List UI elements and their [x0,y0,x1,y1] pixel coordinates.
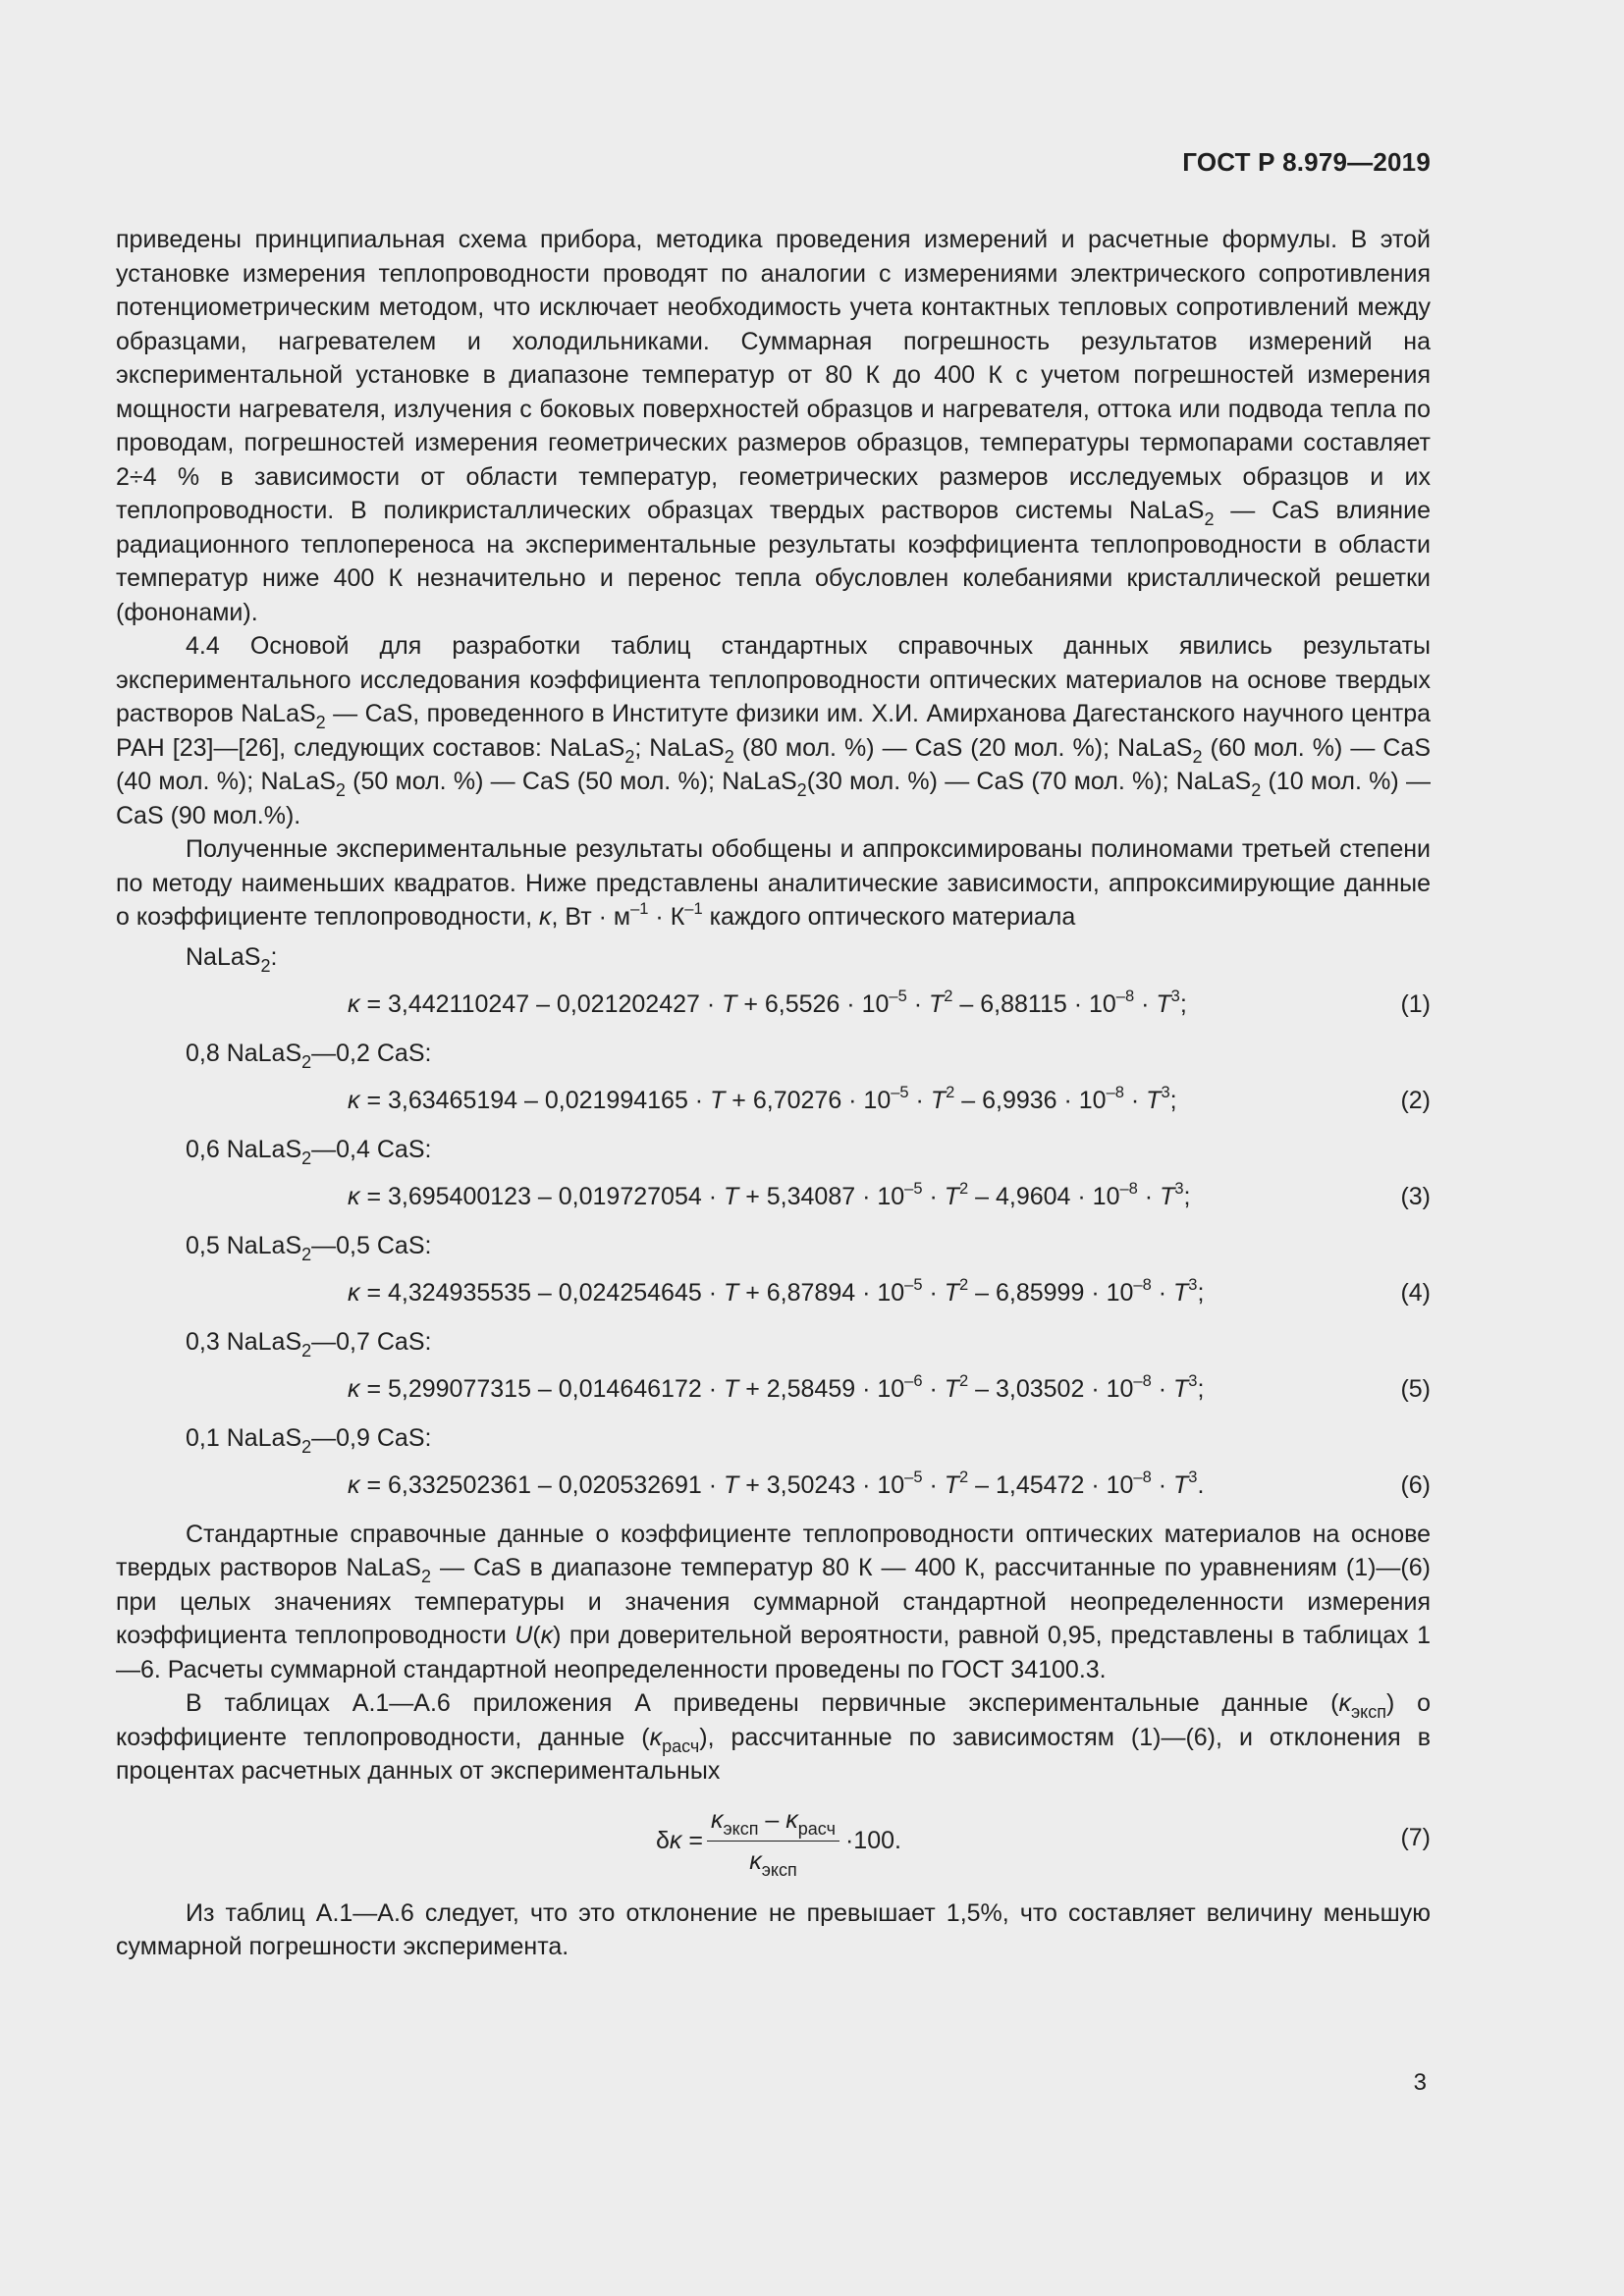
equation-formula: $\kappa = 3,695400123 - 0,019727054 \cdot T + 5,34087 \cdot 10^{-5} \cdot T^2 - 4,9604 \cdot 10^{-8} \cdot T^3$; [348,1179,1191,1210]
equation-number: (6) [1400,1470,1431,1499]
equation-number: (3) [1400,1182,1431,1210]
formula-rhs: ·100. [844,1827,901,1854]
equation-row [116,1080,1431,1121]
equation-formula: $\kappa = 5,299077315 - 0,014646172 \cdot T + 2,58459 \cdot 10^{-6} \cdot T^2 - 3,03502 \cdot 10^{-8} \cdot T^3$; [348,1371,1205,1403]
equation-number: (1) [1400,989,1431,1018]
paragraph-conclusion: Из таблиц А.1—А.6 следует, что это отклонение не превышает 1,5%, что составляет величину меньшую суммарной погрешности эксперимента. [116,1898,1431,1960]
equation-label: 0,3 NaLaS$_2$—0,7 CaS: [186,1327,432,1361]
fraction-numerator: $\kappa_{эксп} - \kappa_{расч}$ [707,1806,839,1842]
equation-label: 0,1 NaLaS$_2$—0,9 CaS: [186,1423,432,1457]
equation-row [116,1176,1431,1217]
equation-label: 0,6 NaLaS$_2$—0,4 CaS: [186,1135,432,1168]
equation-row [116,1465,1431,1506]
equation-row [116,1272,1431,1313]
equation-label: NaLaS$_2$: [186,942,278,976]
equation-7-row [116,1796,1431,1887]
equation-row [116,984,1431,1025]
equation-number: (4) [1400,1278,1431,1307]
paragraph-standard-data: Стандартные справочные данные о коэффициенте теплопроводности оптических материалов на основе твердых растворов NaLaS$_2$ — CaS в диапазоне температур 80 К — 400 К, рассчитанные по уравнениям (1)—(6) при целых значениях температуры и значения суммарной стандартной неопределенности измерения коэффициента теплопроводности U(κ) при доверительной вероятности, равной 0,95, представлены в таблицах 1—6. Расчеты суммарной стандартной неопределенности проведены по ГОСТ 34100.3. [116,1520,1431,1683]
equation-label: 0,8 NaLaS$_2$—0,2 CaS: [186,1039,432,1072]
fraction-denominator: $\kappa_{эксп}$ [749,1847,797,1880]
equation-number: (5) [1400,1374,1431,1403]
paragraph-approximation: Полученные экспериментальные результаты обобщены и аппроксимированы полиномами третьей степени по методу наименьших квадратов. Ниже представлены аналитические зависимости, аппроксимирующие данные о коэффициенте теплопроводности, κ, Вт · $м^{-1} \cdot К^{-1}$ каждого оптического материала [116,835,1431,931]
equation-number: (2) [1400,1086,1431,1114]
fraction [707,1806,839,1880]
equation-formula: $\kappa = 3,63465194 - 0,021994165 \cdot T + 6,70276 \cdot 10^{-5} \cdot T^2 - 6,9936 \cdot 10^{-8} \cdot T^3$; [348,1083,1177,1114]
paragraph-4-4: 4.4 Основой для разработки таблиц стандартных справочных данных явились результаты экспериментального исследования коэффициента теплопроводности оптических материалов на основе твердых растворов NaLaS$_2$ — CaS, проведенного в Институте физики им. Х.И. Амирханова Дагестанского научного центра РАН [23]—[26], следующих составов: NaLaS$_2$; NaLaS$_2$ (80 мол. %) — CaS (20 мол. %); NaLaS$_2$ (60 мол. %) — CaS (40 мол. %); NaLaS$_2$ (50 мол. %) — CaS (50 мол. %); NaLaS$_2$(30 мол. %) — CaS (70 мол. %); NaLaS$_2$ (10 мол. %) — CaS (90 мол.%). [116,632,1431,829]
paragraph-intro: приведены принципиальная схема прибора, методика проведения измерений и расчетные формулы. В этой установке измерения теплопроводности проводят по аналогии с измерениями электрического сопротивления потенциометрическим методом, что исключает необходимость учета контактных тепловых сопротивлений между образцами, нагревателем и холодильниками. Суммарная погрешность результатов измерений на экспериментальной установке в диапазоне температур от 80 К до 400 К с учетом погрешностей измерения мощности нагревателя, излучения с боковых поверхностей образцов и нагревателя, оттока или подвода тепла по проводам, погрешностей измерения геометрических размеров образцов, температуры термопарами составляет 2÷4 % в зависимости от области температур, геометрических размеров исследуемых образцов и их теплопроводности. В поликристаллических образцах твердых растворов системы NaLaS$_2$ — CaS влияние радиационного теплопереноса на экспериментальные результаты коэффициента теплопроводности в области температур ниже 400 К незначительно и перенос тепла обусловлен колебаниями кристаллической решетки (фононами). [116,226,1431,626]
paragraph-appendix-tables: В таблицах А.1—А.6 приложения А приведены первичные экспериментальные данные $(\kappa_{эксп})$ о коэффициенте теплопроводности, данные $(\kappa_{расч})$, рассчитанные по зависимостям (1)—(6), и отклонения в процентах расчетных данных от экспериментальных [116,1689,1431,1785]
page-number: 3 [1413,2069,1427,2096]
equation-formula: $\kappa = 6,332502361 - 0,020532691 \cdot T + 3,50243 \cdot 10^{-5} \cdot T^2 - 1,45472 \cdot 10^{-8} \cdot T^3$. [348,1468,1205,1499]
document-code-header: ГОСТ Р 8.979—2019 [1182,147,1431,177]
equation-number: (7) [1400,1823,1431,1851]
equation-formula: $\kappa = 4,324935535 - 0,024254645 \cdot T + 6,87894 \cdot 10^{-5} \cdot T^2 - 6,85999 \cdot 10^{-8} \cdot T^3$; [348,1275,1205,1307]
deviation-formula [656,1796,901,1887]
formula-lhs: δκ = [656,1827,703,1854]
equation-row [116,1368,1431,1410]
equation-formula: $\kappa = 3,442110247 - 0,021202427 \cdot T + 6,5526 \cdot 10^{-5} \cdot T^2 - 6,88115 \cdot 10^{-8} \cdot T^3$; [348,987,1187,1018]
equation-label: 0,5 NaLaS$_2$—0,5 CaS: [186,1231,432,1264]
